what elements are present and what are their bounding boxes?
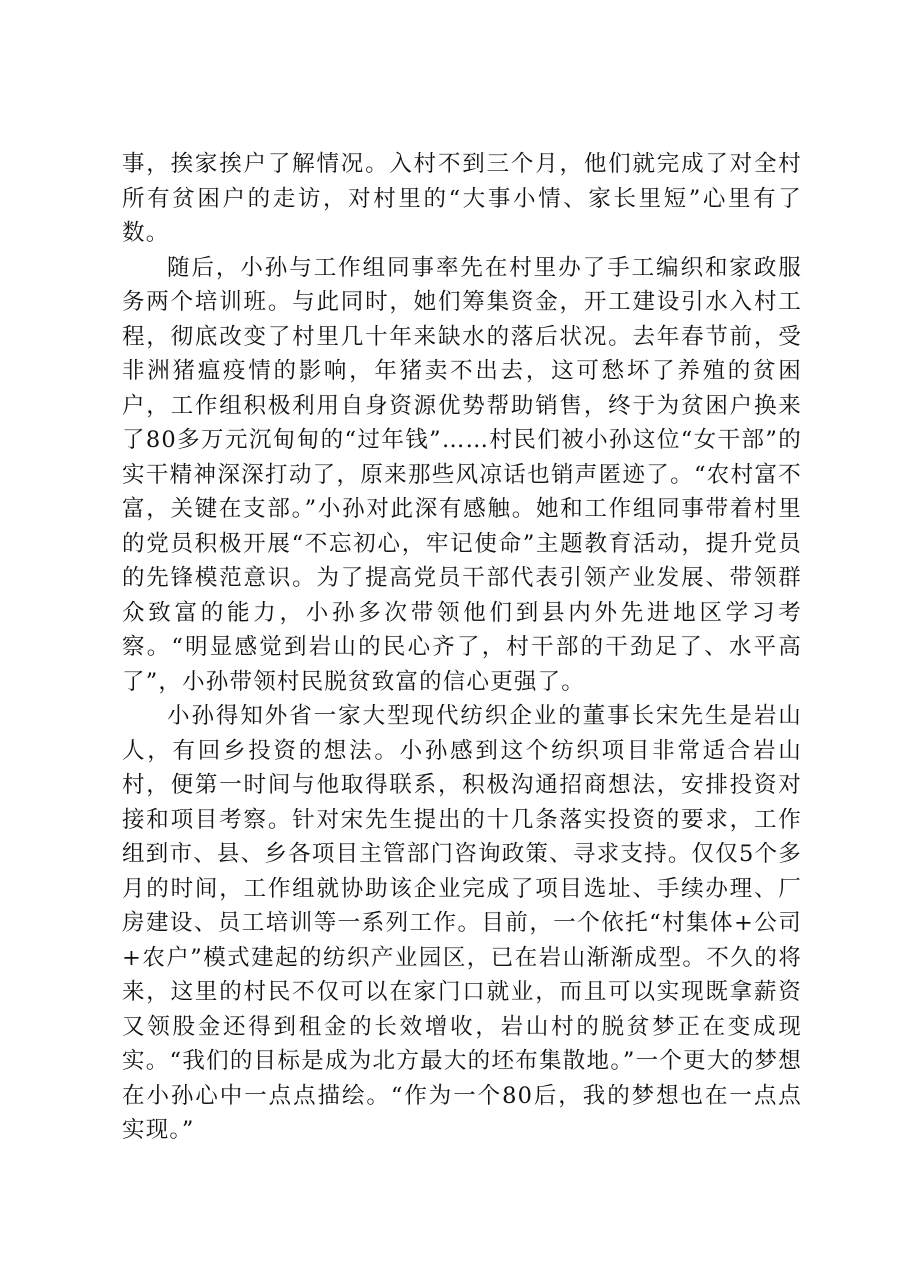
paragraph-training-and-water: 随后，小孙与工作组同事率先在村里办了手工编织和家政服务两个培训班。与此同时，她们筹集资金，开工建设引水入村工程，彻底改变了村里几十年来缺水的落后状况。去年春节前，受非洲猪瘟疫情的影响，年猪卖不出去，这可愁坏了养殖的贫困户，工作组积极利用自身资源优势帮助销售，终于为贫困户换来了80多万元沉甸甸的“过年钱”……村民们被小孙这位“女干部”的实干精神深深打动了，原来那些风凉话也销声匿迹了。“农村富不富，关键在支部。”小孙对此深有感触。她和工作组同事带着村里的党员积极开展“不忘初心，牢记使命”主题教育活动，提升党员的先锋模范意识。为了提高党员干部代表引领产业发展、带领群众致富的能力，小孙多次带领他们到县内外先进地区学习考察。“明显感觉到岩山的民心齐了，村干部的干劲足了、水平高了”，小孙带领村民脱贫致富的信心更强了。 (122, 254, 802, 695)
paragraph-textile-project: 小孙得知外省一家大型现代纺织企业的董事长宋先生是岩山人，有回乡投资的想法。小孙感到这个纺织项目非常适合岩山村，便第一时间与他取得联系，积极沟通招商想法，安排投资对接和项目考察。针对宋先生提出的十几条落实投资的要求，工作组到市、县、乡各项目主管部门咨询政策、寻求支持。仅仅5个多月的时间，工作组就协助该企业完成了项目选址、手续办理、厂房建设、员工培训等一系列工作。目前，一个依托“村集体+公司+农户”模式建起的纺织产业园区，已在岩山渐渐成型。不久的将来，这里的村民不仅可以在家门口就业，而且可以实现既拿薪资又领股金还得到租金的长效增收，岩山村的脱贫梦正在变成现实。“我们的目标是成为北方最大的坯布集散地。”一个更大的梦想在小孙心中一点点描绘。“作为一个80后，我的梦想也在一点点实现。” (122, 703, 802, 1143)
paragraph-continuation: 事，挨家挨户了解情况。入村不到三个月，他们就完成了对全村所有贫困户的走访，对村里的“大事小情、家长里短”心里有了数。 (122, 151, 802, 246)
article-body (122, 147, 802, 1148)
